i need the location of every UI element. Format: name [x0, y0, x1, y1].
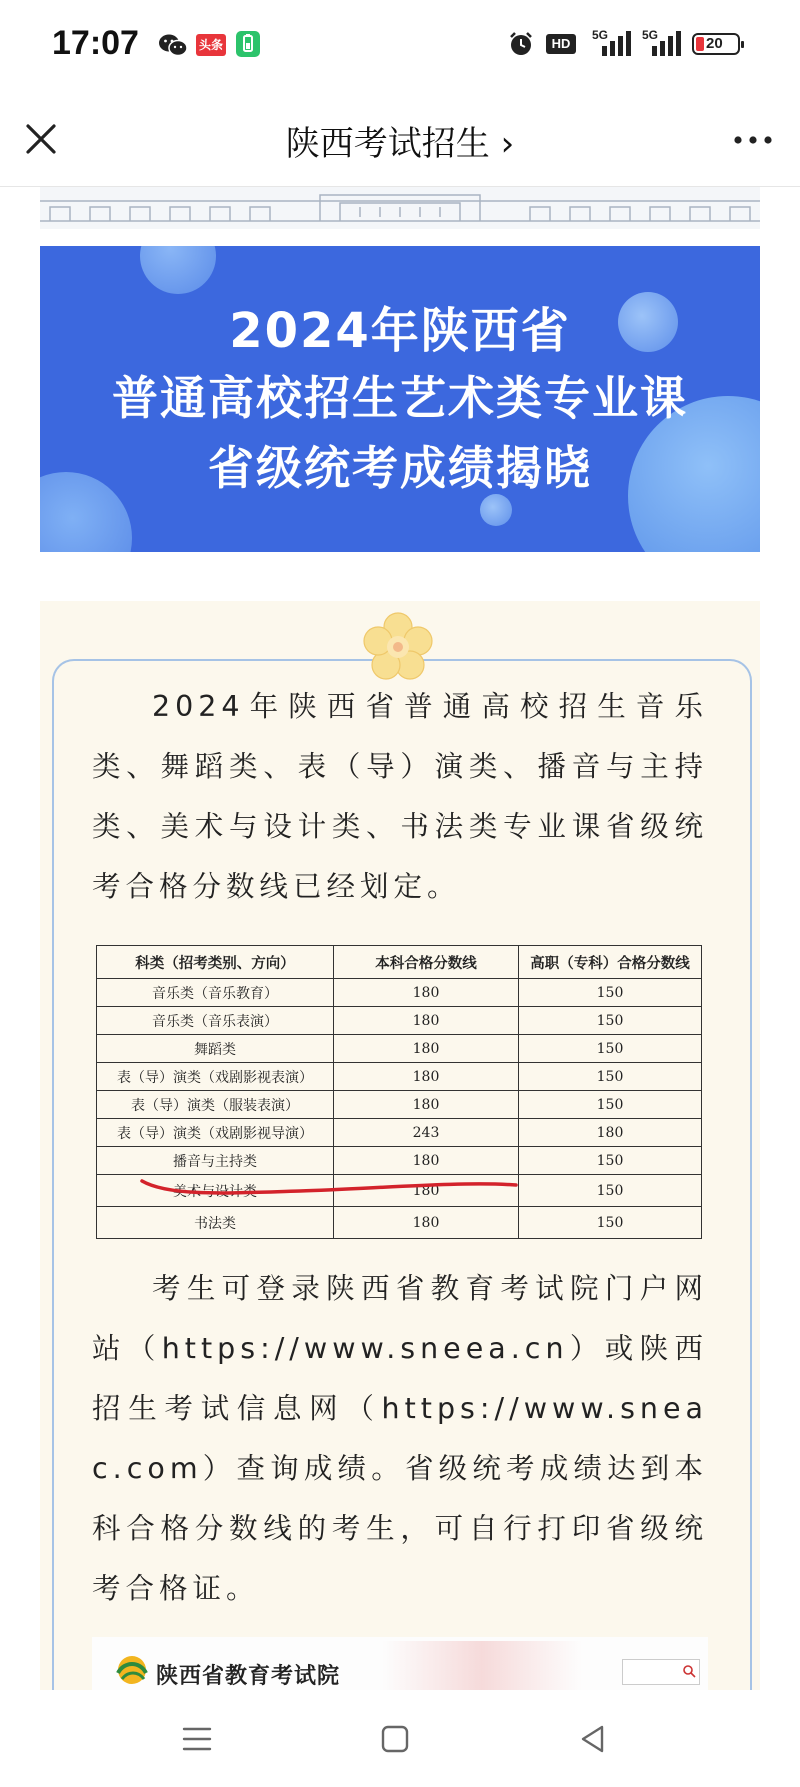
network-label: 5G	[592, 28, 609, 42]
table-cell: 180	[334, 1147, 519, 1175]
table-cell: 180	[334, 1035, 519, 1063]
table-cell: 150	[519, 1207, 702, 1239]
table-header-row	[97, 946, 702, 979]
alarm-icon	[508, 31, 534, 57]
table-cell: 书法类	[97, 1207, 334, 1239]
status-time: 17:07	[52, 24, 139, 62]
column-header: 本科合格分数线	[334, 946, 519, 979]
table-cell: 播音与主持类	[97, 1147, 334, 1175]
table-row	[97, 1063, 702, 1091]
banner-circle	[480, 494, 512, 526]
org-name: 陕西省教育考试院	[156, 1663, 341, 1689]
decorative-seal	[382, 1641, 582, 1690]
table-cell: 表（导）演类（服装表演）	[97, 1091, 334, 1119]
account-title[interactable]: 陕西考试招生 ›	[285, 124, 515, 164]
table-cell: 180	[334, 1091, 519, 1119]
search-box[interactable]	[622, 1659, 700, 1685]
column-header: 科类（招考类别、方向）	[97, 946, 334, 979]
table-cell: 180	[334, 979, 519, 1007]
banner-circle	[140, 246, 216, 294]
battery-app-icon	[236, 31, 260, 57]
table-cell: 150	[519, 1091, 702, 1119]
status-bar	[0, 0, 800, 92]
table-cell: 150	[519, 1063, 702, 1091]
table-cell: 表（导）演类（戏剧影视表演）	[97, 1063, 334, 1091]
table-row	[97, 1207, 702, 1239]
table-cell: 180	[334, 1175, 519, 1207]
table-cell: 150	[519, 1175, 702, 1207]
table-cell: 音乐类（音乐教育）	[97, 979, 334, 1007]
network-label: 5G	[642, 28, 659, 42]
table-cell: 150	[519, 1147, 702, 1175]
home-icon[interactable]	[378, 1722, 412, 1756]
sneea-logo-icon	[112, 1653, 152, 1687]
system-nav-bar	[0, 1690, 800, 1787]
table-cell: 180	[519, 1119, 702, 1147]
header-banner	[40, 246, 760, 552]
signal-icon	[592, 28, 634, 58]
banner-line-3: 省级统考成绩揭晓	[208, 441, 592, 495]
battery-level: 20	[706, 35, 723, 52]
table-cell: 180	[334, 1207, 519, 1239]
banner-line-2: 普通高校招生艺术类专业课	[112, 371, 688, 425]
search-icon[interactable]	[682, 1664, 696, 1678]
nav-bar	[0, 92, 800, 187]
website-banner	[92, 1637, 708, 1690]
table-cell: 243	[334, 1119, 519, 1147]
wechat-icon	[158, 33, 188, 57]
toutiao-icon: 头条	[196, 34, 226, 56]
table-row	[97, 1147, 702, 1175]
decorative-border	[40, 187, 760, 229]
table-cell: 180	[334, 1063, 519, 1091]
article-content	[0, 187, 800, 1690]
hd-icon: HD	[546, 34, 576, 54]
table-row	[97, 979, 702, 1007]
banner-line-1: 2024年陕西省	[229, 303, 571, 359]
table-cell: 音乐类（音乐表演）	[97, 1007, 334, 1035]
table-row	[97, 1007, 702, 1035]
flower-icon	[362, 611, 434, 683]
red-underline-annotation	[140, 1175, 520, 1201]
table-cell: 美术与设计类	[97, 1175, 334, 1207]
intro-paragraph: 2024年陕西省普通高校招生音乐类、舞蹈类、表（导）演类、播音与主持类、美术与设计类、书法类专业课省级统考合格分数线已经划定。	[92, 690, 708, 903]
back-icon[interactable]	[576, 1722, 610, 1756]
query-paragraph: 考生可登录陕西省教育考试院门户网站（https://www.sneea.cn）或陕西招生考试信息网（https://www.sneac.com）查询成绩。省级统考成绩达到本科合格分数线的考生，可自行打印省级统考合格证。	[92, 1272, 708, 1605]
table-cell: 舞蹈类	[97, 1035, 334, 1063]
table-row	[97, 1119, 702, 1147]
table-row	[97, 1035, 702, 1063]
table-row	[97, 1091, 702, 1119]
signal-icon	[642, 28, 684, 58]
table-cell: 180	[334, 1007, 519, 1035]
table-cell: 150	[519, 979, 702, 1007]
menu-icon[interactable]	[180, 1722, 214, 1756]
column-header: 高职（专科）合格分数线	[519, 946, 702, 979]
table-cell: 表（导）演类（戏剧影视导演）	[97, 1119, 334, 1147]
table-cell: 150	[519, 1035, 702, 1063]
table-cell: 150	[519, 1007, 702, 1035]
more-icon[interactable]	[728, 120, 778, 160]
battery-icon	[692, 33, 740, 55]
